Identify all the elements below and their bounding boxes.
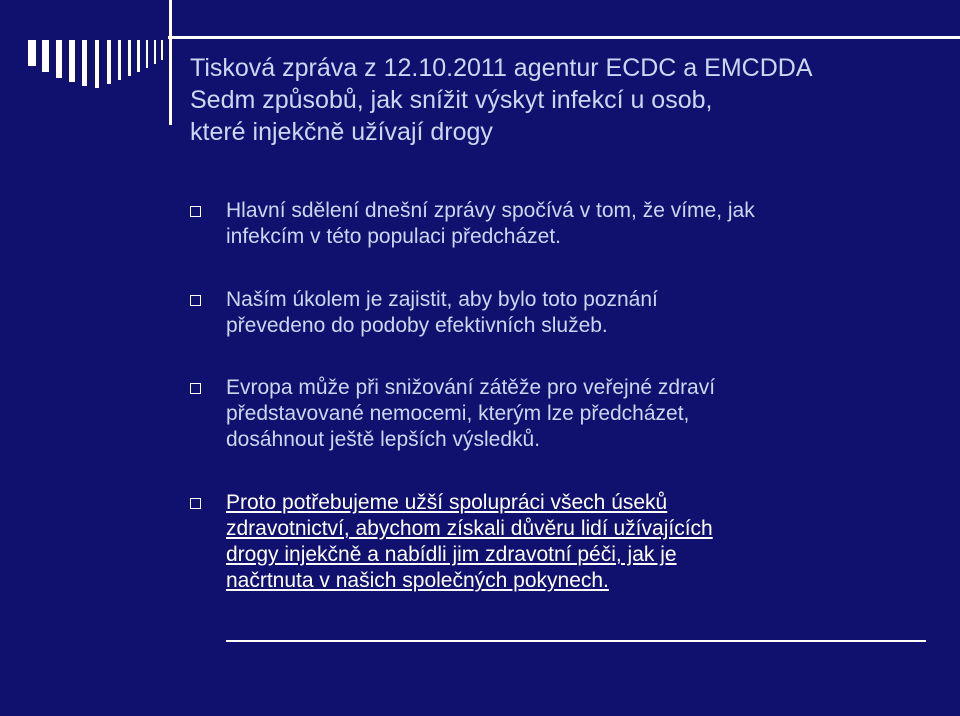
bullet-text-line: zdravotnictví, abychom získali důvěru lidí užívajících	[226, 517, 713, 540]
left-rule	[169, 0, 172, 125]
decorative-bar	[107, 40, 111, 84]
top-rule	[168, 36, 960, 39]
bullet-text-line: dosáhnout ještě lepších výsledků.	[226, 428, 541, 451]
title-line: které injekčně užívají drogy	[190, 118, 493, 146]
decorative-bar	[95, 40, 99, 88]
bottom-rule	[226, 640, 926, 642]
title-line: Tisková zpráva z 12.10.2011 agentur ECDC a EMCDDA	[190, 54, 813, 82]
slide-title	[190, 52, 930, 148]
bullet-text-line: Proto potřebujeme užší spolupráci všech úseků	[226, 491, 668, 514]
bullet-text-line: drogy injekčně a nabídli jim zdravotní péči, jak je	[226, 543, 677, 566]
bullet-list	[188, 198, 908, 594]
bullet-text-line: představované nemocemi, kterým lze předcházet,	[226, 402, 690, 425]
hollow-square-bullet-icon	[190, 498, 201, 509]
decorative-bar	[137, 40, 140, 72]
bullet-text-line: Hlavní sdělení dnešní zprávy spočívá v tom, že víme, jak	[226, 199, 755, 222]
hollow-square-bullet-icon	[190, 206, 201, 217]
decorative-bar	[56, 40, 62, 78]
bullet-item	[188, 490, 908, 594]
bullet-item	[188, 287, 908, 339]
bullet-text-line: Naším úkolem je zajistit, aby bylo toto poznání	[226, 288, 658, 311]
decorative-bar	[69, 40, 75, 82]
hollow-square-bullet-icon	[190, 383, 201, 394]
bullet-item	[188, 198, 908, 250]
decorative-bar	[42, 40, 49, 72]
bullet-item	[188, 375, 908, 453]
decorative-bar	[82, 40, 87, 86]
decorative-bar	[154, 40, 156, 64]
title-line: Sedm způsobů, jak snížit výskyt infekcí u osob,	[190, 86, 713, 114]
bullet-text-line: převedeno do podoby efektivních služeb.	[226, 314, 608, 337]
bullet-text-line: Evropa může při snižování zátěže pro veřejné zdraví	[226, 376, 716, 399]
decorative-bar	[28, 40, 36, 66]
decorative-bar	[128, 40, 131, 76]
hollow-square-bullet-icon	[190, 295, 201, 306]
decorative-bar	[146, 40, 148, 68]
bullet-text-line: infekcím v této populaci předcházet.	[226, 225, 562, 248]
decorative-bar	[161, 40, 163, 60]
decorative-bar	[118, 40, 121, 80]
bullet-text-line: načrtnuta v našich společných pokynech.	[226, 569, 609, 592]
